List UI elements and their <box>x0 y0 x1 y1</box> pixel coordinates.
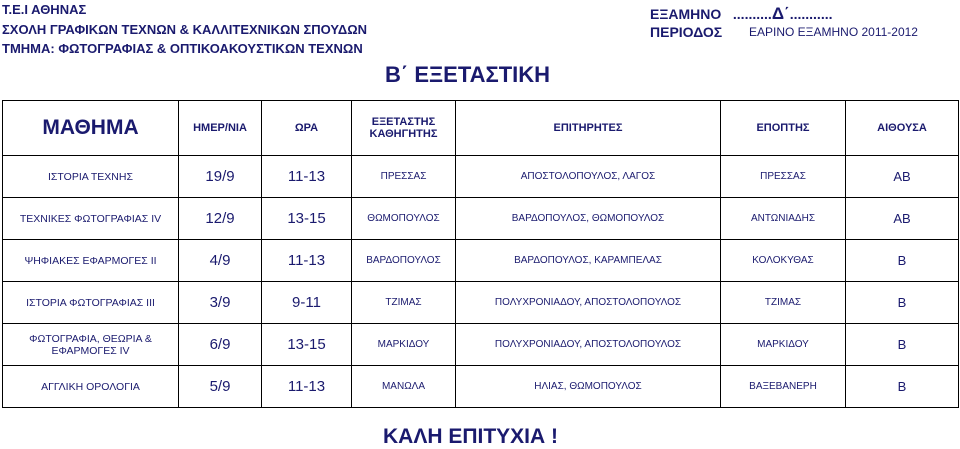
time-cell: 13-15 <box>262 324 352 366</box>
course-cell: ΙΣΤΟΡΙΑ ΤΕΧΝΗΣ <box>3 156 179 198</box>
time-cell: 11-13 <box>262 156 352 198</box>
table-header-row <box>3 101 959 156</box>
room-cell: ΑΒ <box>846 198 959 240</box>
column-header-room: ΑΙΘΟΥΣΑ <box>846 101 959 156</box>
table-row <box>3 156 959 198</box>
column-header-examiner-line1: ΕΞΕΤΑΣΤΗΣ <box>371 116 436 128</box>
time-cell: 9-11 <box>262 282 352 324</box>
semester-label: ΕΞΑΜΗΝΟ <box>650 6 722 22</box>
column-header-examiner-line2: ΚΑΘΗΓΗΤΗΣ <box>369 128 438 140</box>
date-cell: 3/9 <box>179 282 262 324</box>
course-cell: ΙΣΤΟΡΙΑ ΦΩΤΟΓΡΑΦΙΑΣ ΙΙΙ <box>3 282 179 324</box>
proctors-cell: ΒΑΡΔΟΠΟΥΛΟΣ, ΘΩΜΟΠΟΥΛΟΣ <box>456 198 721 240</box>
examiner-cell: ΘΩΜΟΠΟΥΛΟΣ <box>352 198 456 240</box>
room-cell: Β <box>846 282 959 324</box>
date-cell: 5/9 <box>179 366 262 408</box>
time-cell: 11-13 <box>262 366 352 408</box>
date-cell: 12/9 <box>179 198 262 240</box>
column-header-examiner <box>352 101 456 156</box>
examiner-cell: ΒΑΡΔΟΠΟΥΛΟΣ <box>352 240 456 282</box>
examiner-cell: ΜΑΝΩΛΑ <box>352 366 456 408</box>
date-cell: 6/9 <box>179 324 262 366</box>
column-header-time: ΩΡΑ <box>262 101 352 156</box>
school-name: ΣΧΟΛΗ ΓΡΑΦΙΚΩΝ ΤΕΧΝΩΝ & ΚΑΛΛΙΤΕΧΝΙΚΩΝ ΣΠΟΥΔΩΝ <box>2 22 368 37</box>
proctors-cell: ΒΑΡΔΟΠΟΥΛΟΣ, ΚΑΡΑΜΠΕΛΑΣ <box>456 240 721 282</box>
proctors-cell: ΑΠΟΣΤΟΛΟΠΟΥΛΟΣ, ΛΑΓΟΣ <box>456 156 721 198</box>
course-cell-line2: ΕΦΑΡΜΟΓΕΣ IV <box>51 344 130 357</box>
department-name: ΤΜΗΜΑ: ΦΩΤΟΓΡΑΦΙΑΣ & ΟΠΤΙΚΟΑΚΟΥΣΤΙΚΩΝ ΤΕΧΝΩΝ <box>2 41 363 56</box>
proctors-cell: ΠΟΛΥΧΡΟΝΙΑΔΟΥ, ΑΠΟΣΤΟΛΟΠΟΥΛΟΣ <box>456 282 721 324</box>
column-header-proctors: ΕΠΙΤΗΡΗΤΕΣ <box>456 101 721 156</box>
institution-name: Τ.Ε.Ι ΑΘΗΝΑΣ <box>2 2 87 17</box>
exam-schedule-table <box>2 100 959 408</box>
column-header-course: ΜΑΘΗΜΑ <box>3 101 179 156</box>
supervisor-cell: ΜΑΡΚΙΔΟΥ <box>721 324 846 366</box>
supervisor-cell: ΠΡΕΣΣΑΣ <box>721 156 846 198</box>
course-cell: ΤΕΧΝΙΚΕΣ ΦΩΤΟΓΡΑΦΙΑΣ IV <box>3 198 179 240</box>
date-cell: 4/9 <box>179 240 262 282</box>
time-cell: 11-13 <box>262 240 352 282</box>
course-cell: ΨΗΦΙΑΚΕΣ ΕΦΑΡΜΟΓΕΣ ΙΙ <box>3 240 179 282</box>
column-header-supervisor: ΕΠΟΠΤΗΣ <box>721 101 846 156</box>
supervisor-cell: ΤΖΙΜΑΣ <box>721 282 846 324</box>
course-cell-line1: ΦΩΤΟΓΡΑΦΙΑ, ΘΕΩΡΙΑ & <box>29 332 152 345</box>
footer-message: ΚΑΛΗ ΕΠΙΤΥΧΙΑ ! <box>383 425 559 448</box>
examiner-cell: ΠΡΕΣΣΑΣ <box>352 156 456 198</box>
period-label: ΠΕΡΙΟΔΟΣ <box>650 24 723 40</box>
semester-value: Δ΄ <box>771 4 790 23</box>
date-cell: 19/9 <box>179 156 262 198</box>
time-cell: 13-15 <box>262 198 352 240</box>
room-cell: ΑΒ <box>846 156 959 198</box>
column-header-date: ΗΜΕΡ/ΝΙΑ <box>179 101 262 156</box>
page-title: Β΄ ΕΞΕΤΑΣΤΙΚΗ <box>385 62 551 87</box>
table-row <box>3 324 959 366</box>
table-row <box>3 240 959 282</box>
supervisor-cell: ΑΝΤΩΝΙΑΔΗΣ <box>721 198 846 240</box>
room-cell: Β <box>846 324 959 366</box>
proctors-cell: ΗΛΙΑΣ, ΘΩΜΟΠΟΥΛΟΣ <box>456 366 721 408</box>
supervisor-cell: ΚΟΛΟΚΥΘΑΣ <box>721 240 846 282</box>
course-cell <box>3 324 179 366</box>
room-cell: Β <box>846 240 959 282</box>
course-cell: ΑΓΓΛΙΚΗ ΟΡΟΛΟΓΙΑ <box>3 366 179 408</box>
examiner-cell: ΜΑΡΚΙΔΟΥ <box>352 324 456 366</box>
table-row <box>3 198 959 240</box>
table-row <box>3 366 959 408</box>
semester-row: ΕΞΑΜΗΝΟ ..........Δ΄........... <box>650 4 833 23</box>
room-cell: Β <box>846 366 959 408</box>
period-value: ΕΑΡΙΝΟ ΕΞΑΜΗΝΟ 2011-2012 <box>749 25 918 39</box>
examiner-cell: ΤΖΙΜΑΣ <box>352 282 456 324</box>
supervisor-cell: ΒΑΞΕΒΑΝΕΡΗ <box>721 366 846 408</box>
proctors-cell: ΠΟΛΥΧΡΟΝΙΑΔΟΥ, ΑΠΟΣΤΟΛΟΠΟΥΛΟΣ <box>456 324 721 366</box>
table-row <box>3 282 959 324</box>
